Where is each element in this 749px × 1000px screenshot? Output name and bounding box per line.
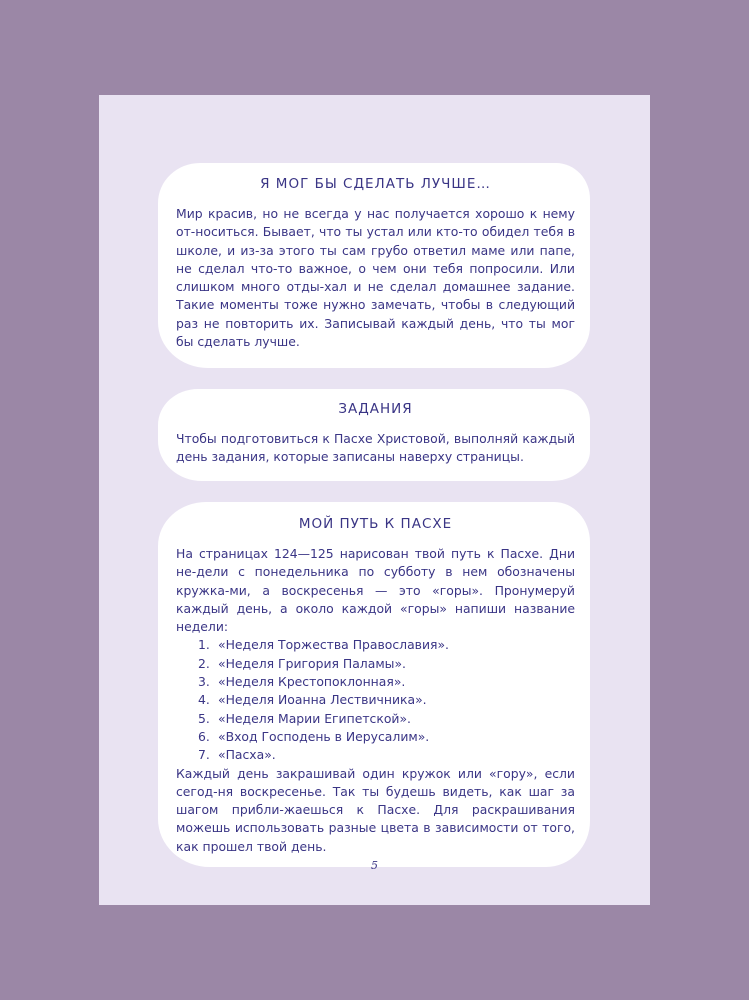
list-text: «Неделя Иоанна Лествичника». — [218, 692, 427, 708]
text-line: жаешься к Пасхе. Для раскрашивания можешь использовать — [176, 802, 575, 836]
text-line: день задания, которые записаны наверху страницы. — [176, 449, 524, 465]
section-tasks — [158, 389, 590, 481]
text-line: Каждый день закрашивай один кружок или «гору», если сегод- — [176, 765, 575, 799]
text-line: носиться. Бывает, что ты устал или кто-то обидел тебя в школе, — [176, 224, 575, 258]
text-line: На страницах 124—125 нарисован твой путь к Пасхе. Дни не- — [176, 546, 575, 580]
text-line: ми, а воскресенья — это «горы». Пронумеруй каждый день, — [176, 582, 575, 616]
section-title: МОЙ ПУТЬ К ПАСХЕ — [298, 516, 453, 532]
section-intro — [176, 545, 575, 636]
weeks-list — [176, 636, 575, 764]
section-body — [176, 430, 575, 467]
list-item — [198, 673, 575, 691]
text-line: Чтобы подготовиться к Пасхе Христовой, выполняй каждый — [176, 431, 575, 446]
list-item — [198, 636, 575, 654]
section-body — [176, 205, 575, 351]
section-outro — [176, 765, 575, 856]
list-number: 4. — [198, 692, 210, 708]
text-line: разные цвета в зависимости от того, как прошел твой день. — [176, 820, 576, 854]
list-number: 1. — [198, 637, 210, 653]
text-line: дели с понедельника по субботу в нем обозначены кружка- — [176, 564, 575, 598]
list-text: «Неделя Григория Паламы». — [218, 655, 406, 671]
list-item — [198, 655, 575, 673]
section-path-to-easter — [158, 502, 590, 867]
text-line: и из-за этого ты сам грубо ответил маме или папе, не сделал что- — [176, 242, 576, 276]
list-number: 6. — [198, 728, 210, 744]
text-line: ня воскресенье. Так ты будешь видеть, как шаг за шагом прибли- — [176, 783, 575, 818]
page-number: 5 — [371, 859, 378, 872]
list-text: «Неделя Торжества Православия». — [218, 637, 449, 653]
text-line: каждый день, что ты мог бы сделать лучше. — [176, 315, 575, 350]
list-number: 2. — [198, 655, 210, 671]
text-line: Мир красив, но не всегда у нас получается хорошо к нему от- — [176, 206, 575, 240]
section-title: ЗАДАНИЯ — [338, 401, 413, 417]
section-title: Я МОГ БЫ СДЕЛАТЬ ЛУЧШЕ… — [260, 176, 491, 192]
section-could-do-better — [158, 163, 590, 368]
list-text: «Вход Господень в Иерусалим». — [218, 728, 430, 744]
text-line: хал и не сделал домашнее задание. Такие моменты тоже нужно — [176, 279, 575, 313]
list-number: 5. — [198, 710, 210, 726]
list-item — [198, 728, 575, 746]
list-number: 7. — [198, 747, 210, 763]
text-line: а около каждой «горы» напиши название недели: — [176, 600, 575, 635]
list-item — [198, 746, 575, 764]
list-item — [198, 691, 575, 709]
text-line: то важное, о чем они тебя попросили. Или слишком много отды- — [176, 260, 575, 295]
text-line: замечать, чтобы в следующий раз не повторить их. Записывай — [176, 297, 575, 331]
list-text: «Неделя Крестопоклонная». — [218, 674, 406, 690]
list-text: «Неделя Марии Египетской». — [218, 710, 411, 726]
book-page — [99, 95, 650, 905]
list-item — [198, 710, 575, 728]
list-text: «Пасха». — [218, 747, 276, 763]
list-number: 3. — [198, 674, 210, 690]
